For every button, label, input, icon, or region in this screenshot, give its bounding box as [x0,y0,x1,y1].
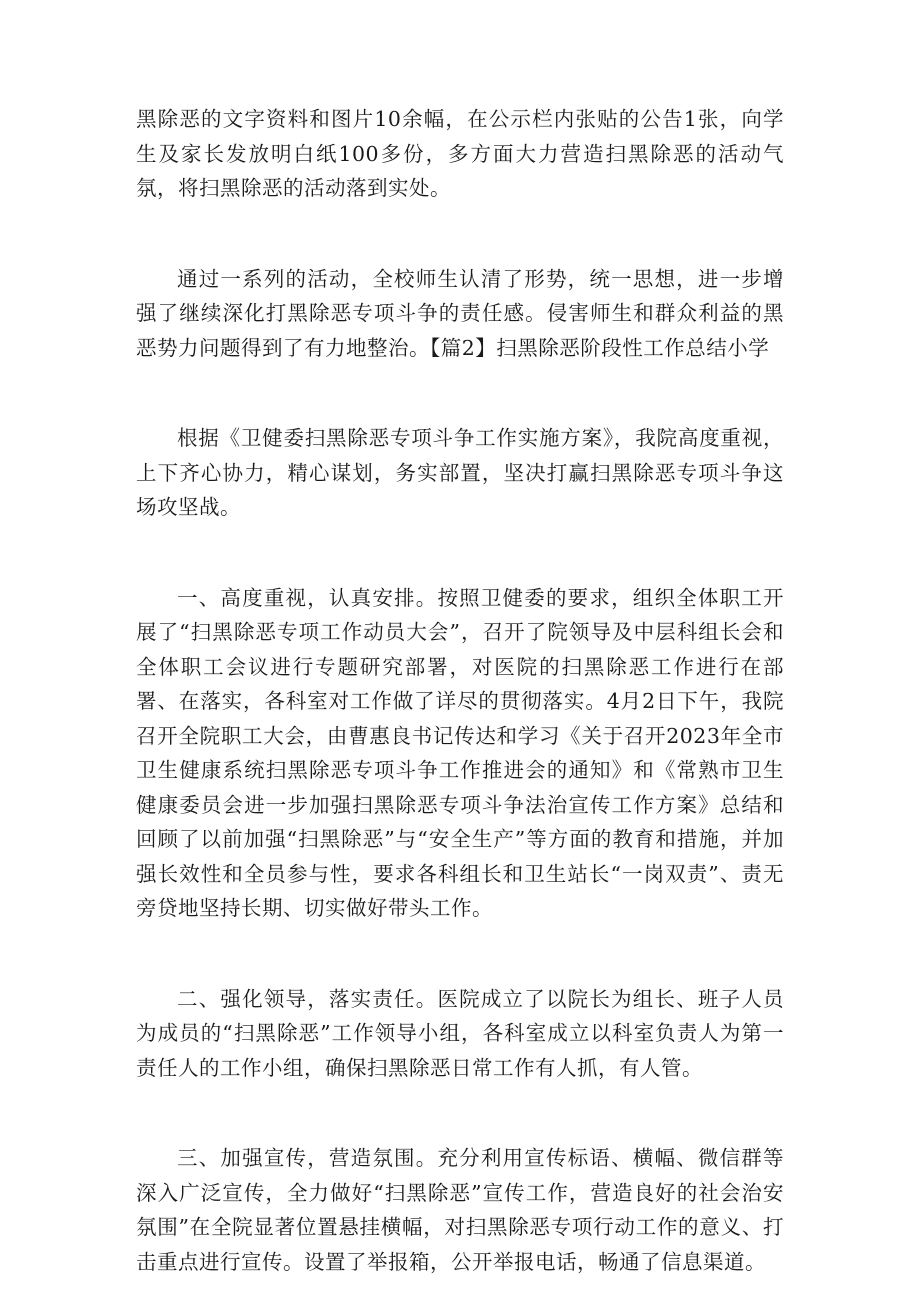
paragraph-gap [136,1085,784,1141]
document-body [136,102,784,1279]
paragraph-activities-summary: 通过一系列的活动，全校师生认清了形势，统一思想，进一步增强了继续深化打黑除恶专项斗争的责任感。侵害师生和群众利益的黑恶势力问题得到了有力地整治。【篇2】扫黑除恶阶段性工作总结小学 [136,266,784,360]
paragraph-section-three: 三、加强宣传，营造氛围。充分利用宣传标语、横幅、微信群等深入广泛宣传，全力做好“扫黑除恶”宣传工作，营造良好的社会治安氛围”在全院显著位置悬挂横幅，对扫黑除恶专项行动工作的意义、打击重点进行宣传。设置了举报箱，公开举报电话，畅通了信息渠道。 [136,1146,784,1274]
paragraph-gap [136,365,784,421]
paragraph-continuation: 黑除恶的文字资料和图片10余幅，在公示栏内张贴的公告1张，向学生及家长发放明白纸100多份，多方面大力营造扫黑除恶的活动气氛，将扫黑除恶的活动落到实处。 [136,107,784,200]
paragraph-section-two: 二、强化领导，落实责任。医院成立了以院长为组长、班子人员为成员的“扫黑除恶”工作领导小组，各科室成立以科室负责人为第一责任人的工作小组，确保扫黑除恶日常工作有人抓，有人管。 [136,986,784,1080]
paragraph-gap [136,206,784,262]
paragraph-section-one: 一、高度重视，认真安排。按照卫健委的要求，组织全体职工开展了“扫黑除恶专项工作动员大会”，召开了院领导及中层科组长会和全体职工会议进行专题研究部署，对医院的扫黑除恶工作进行在部署、在落实，各科室对工作做了详尽的贯彻落实。4月2日下午，我院召开全院职工大会，由曹惠良书记传达和学习《关于召开2023年全市卫生健康系统扫黑除恶专项斗争工作推进会的通知》和《常熟市卫生健康委员会进一步加强扫黑除恶专项斗争法治宣传工作方案》总结和回顾了以前加强“扫黑除恶”与“安全生产”等方面的教育和措施，并加强长效性和全员参与性，要求各科组长和卫生站长“一岗双责”、责无旁贷地坚持长期、切实做好带头工作。 [136,585,784,920]
paragraph-gap [136,525,784,581]
paragraph-plan-intro: 根据《卫健委扫黑除恶专项斗争工作实施方案》，我院高度重视，上下齐心协力，精心谋划，务实部置，坚决打赢扫黑除恶专项斗争这场攻坚战。 [136,426,784,519]
paragraph-gap [136,926,784,982]
